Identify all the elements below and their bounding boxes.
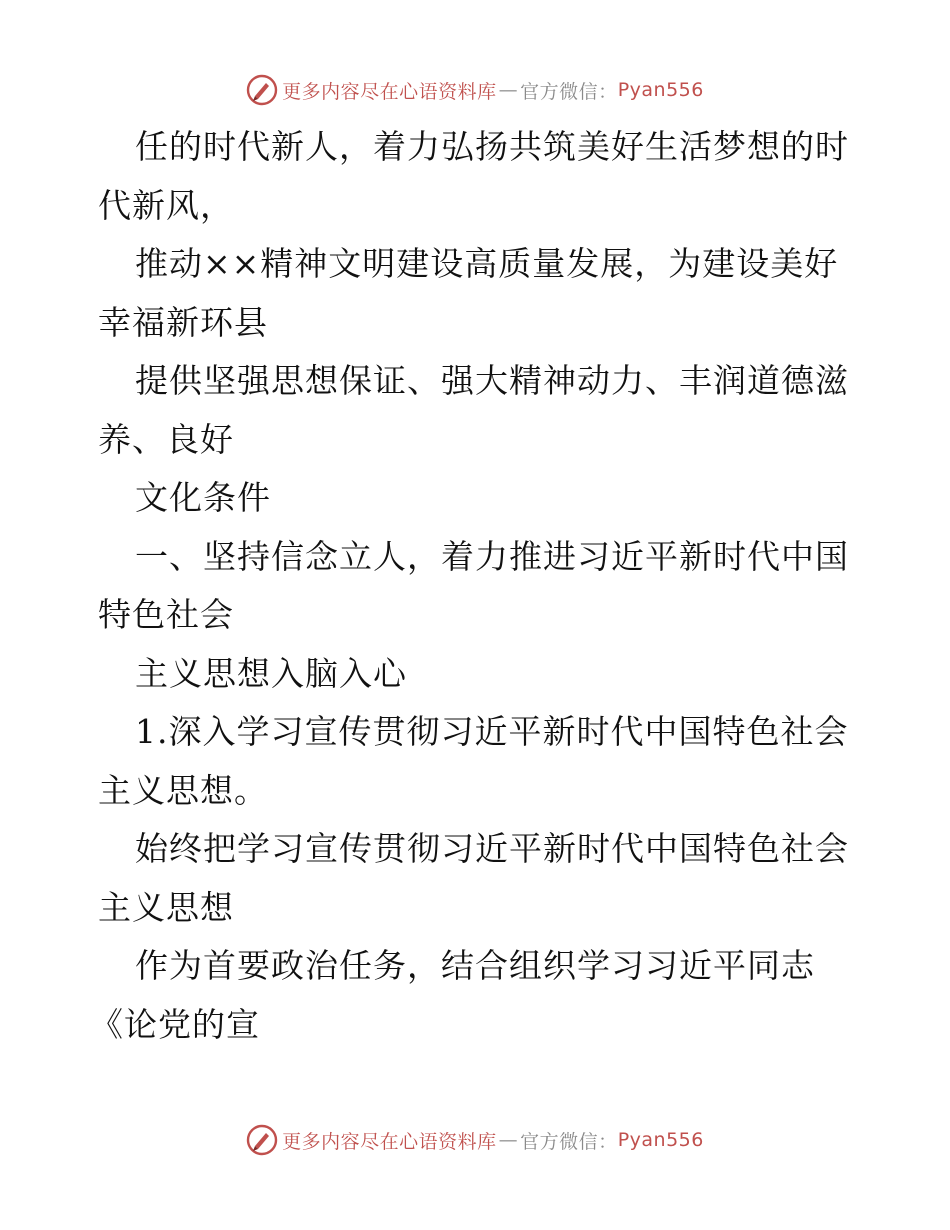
body-line: 养、良好 (98, 419, 234, 459)
body-line: 作为首要政治任务，结合组织学习习近平同志 (135, 946, 815, 985)
body-line: 文化条件 (135, 478, 271, 517)
watermark-wechat-label: 官方微信： (520, 80, 618, 103)
body-line: 代新风， (98, 185, 234, 225)
pen-logo-icon (246, 1124, 278, 1156)
footer-watermark (0, 1120, 950, 1160)
document-body (90, 118, 858, 1054)
body-line: 幸福新环县 (98, 302, 268, 342)
pen-logo-icon (246, 74, 278, 106)
body-line: 主义思想 (98, 887, 234, 927)
subsection-heading: 1.深入学习宣传贯彻习近平新时代中国特色社会 (135, 712, 849, 751)
subsection-heading-cont: 主义思想。 (98, 770, 268, 810)
body-line: 主义思想入脑入心 (135, 653, 407, 693)
body-line: 提供坚强思想保证、强大精神动力、丰润道德滋 (135, 361, 849, 400)
watermark-wechat-label: 官方微信： (520, 1130, 618, 1153)
watermark-wechat-id: Pyan556 (617, 1129, 704, 1151)
body-line: 推动××精神文明建设高质量发展，为建设美好 (135, 244, 839, 283)
watermark-separator: — (498, 1129, 519, 1151)
section-heading: 一、坚持信念立人，着力推进习近平新时代中国 (135, 536, 849, 576)
watermark-brand: 更多内容尽在心语资料库 (282, 80, 497, 103)
watermark-wechat-id: Pyan556 (617, 79, 704, 101)
section-heading-cont: 特色社会 (98, 595, 234, 634)
body-line: 始终把学习宣传贯彻习近平新时代中国特色社会 (135, 829, 849, 868)
watermark-brand: 更多内容尽在心语资料库 (282, 1130, 497, 1153)
watermark-separator: — (498, 79, 519, 101)
body-line: 《论党的宣 (90, 1004, 260, 1044)
body-line: 任的时代新人，着力弘扬共筑美好生活梦想的时 (135, 127, 849, 166)
header-watermark (0, 70, 950, 110)
